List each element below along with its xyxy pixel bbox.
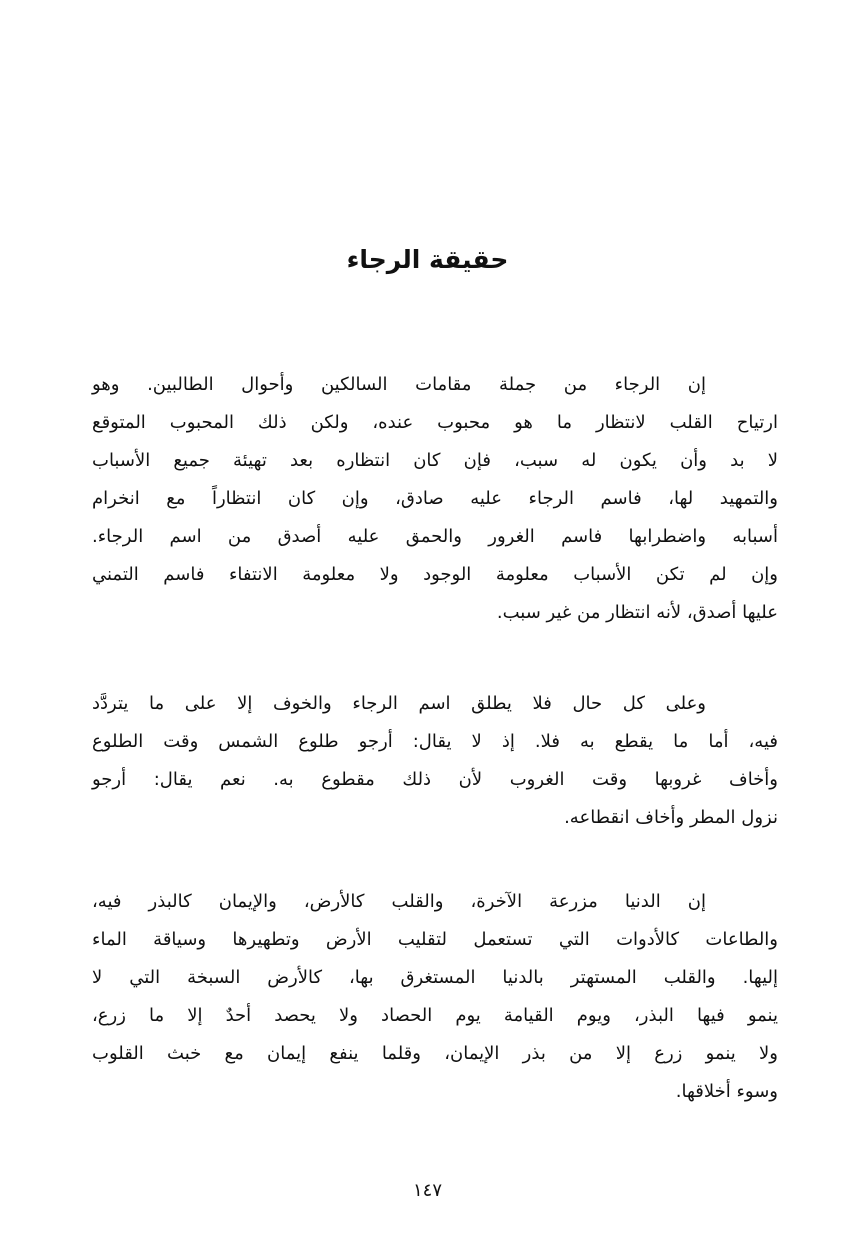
text-line: ينمو فيها البذر، ويوم القيامة يوم الحصاد ولا يحصد أحدٌ إلا ما زرع، bbox=[92, 1005, 778, 1026]
paragraph-3 bbox=[92, 883, 778, 1111]
text-line: وإن لم تكن الأسباب معلومة الوجود ولا معلومة الانتفاء فاسم التمني bbox=[92, 564, 778, 585]
text-line: عليها أصدق، لأنه انتظار من غير سبب. bbox=[496, 602, 778, 623]
text-line: إن الدنيا مزرعة الآخرة، والقلب كالأرض، والإيمان كالبذر فيه، bbox=[92, 891, 706, 912]
text-line: والتمهيد لها، فاسم الرجاء عليه صادق، وإن كان انتظاراً مع انخرام bbox=[92, 488, 778, 509]
text-line: نزول المطر وأخاف انقطاعه. bbox=[564, 807, 778, 828]
chapter-title: حقيقة الرجاء bbox=[346, 245, 509, 274]
text-line: وسوء أخلاقها. bbox=[675, 1081, 778, 1102]
text-line: وأخاف غروبها وقت الغروب لأن ذلك مقطوع به. نعم يقال: أرجو bbox=[92, 769, 778, 790]
text-line: أسبابه واضطرابها فاسم الغرور والحمق عليه أصدق من اسم الرجاء. bbox=[92, 526, 778, 547]
text-line: ولا ينمو زرع إلا من بذر الإيمان، وقلما ينفع إيمان مع خبث القلوب bbox=[92, 1043, 778, 1064]
paragraph-2 bbox=[92, 685, 778, 837]
paragraph-1 bbox=[92, 366, 778, 632]
text-line: والطاعات كالأدوات التي تستعمل لتقليب الأرض وتطهيرها وسياقة الماء bbox=[92, 929, 778, 950]
text-line: ارتياح القلب لانتظار ما هو محبوب عنده، ولكن ذلك المحبوب المتوقع bbox=[92, 412, 778, 433]
text-line: إليها. والقلب المستهتر بالدنيا المستغرق بها، كالأرض السبخة التي لا bbox=[92, 967, 778, 988]
text-line: فيه، أما ما يقطع به فلا. إذ لا يقال: أرجو طلوع الشمس وقت الطلوع bbox=[92, 731, 778, 752]
text-line: لا بد وأن يكون له سبب، فإن كان انتظاره بعد تهيئة جميع الأسباب bbox=[92, 450, 778, 471]
page-number: ١٤٧ bbox=[412, 1180, 442, 1201]
text-line: وعلى كل حال فلا يطلق اسم الرجاء والخوف إلا على ما يتردَّد bbox=[92, 693, 706, 714]
text-line: إن الرجاء من جملة مقامات السالكين وأحوال الطالبين. وهو bbox=[92, 374, 706, 395]
